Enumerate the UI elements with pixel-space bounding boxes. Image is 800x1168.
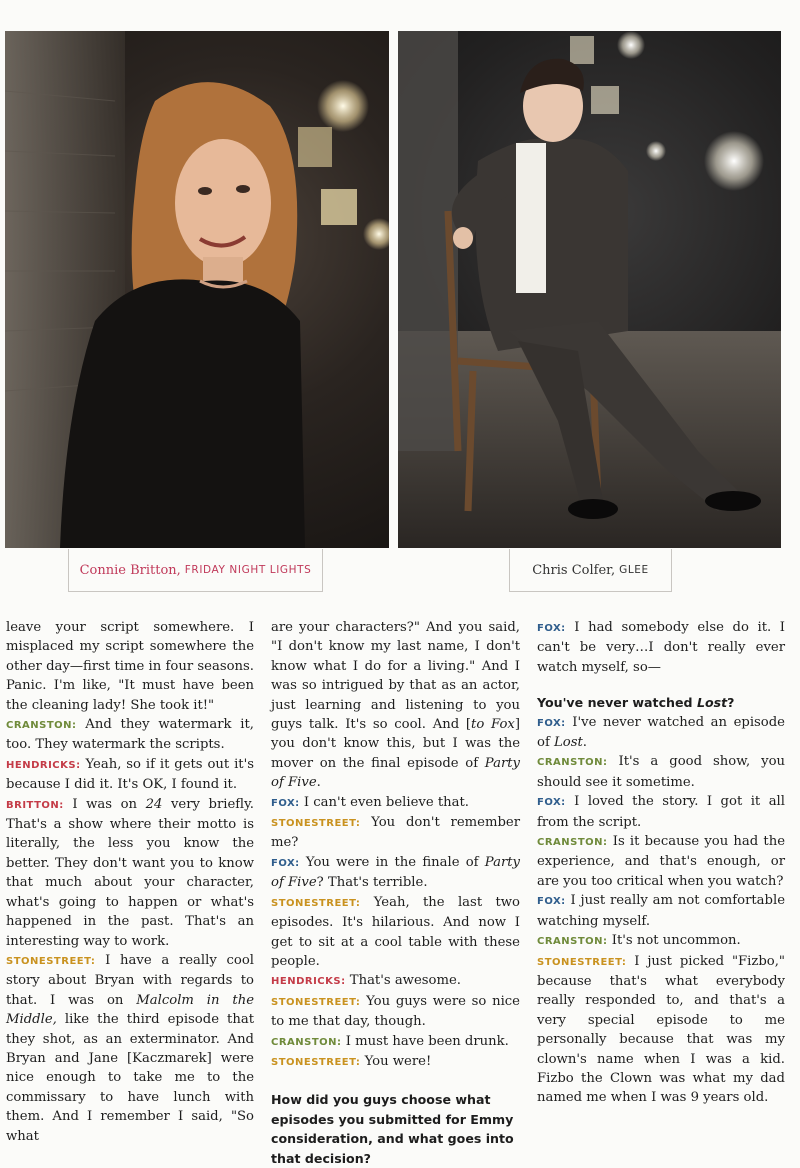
caption-chris-colfer — [509, 549, 672, 592]
paragraph — [271, 971, 520, 991]
interview-question — [537, 693, 785, 712]
caption-connie-britton — [68, 549, 323, 592]
interview-question: How did you guys choose what episodes you submitted for Emmy consideration, and what goes into that decision? — [271, 1092, 514, 1166]
photo-connie-britton — [5, 31, 389, 548]
body-text: I must have been drunk. — [341, 1033, 509, 1049]
body-text: Yeah, so if it gets out it's because I did it. It's OK, I found it. — [6, 756, 254, 793]
article-column-2 — [271, 618, 520, 1168]
paragraph — [271, 618, 520, 793]
body-text: Yeah, the last two episodes. It's hilarious. And now I get to sit at a cool table with these people. — [271, 894, 520, 969]
body-text: Is it because you had the experience, and that's enough, or are you too critical when you watch? — [537, 834, 785, 889]
paragraph — [6, 618, 254, 715]
speaker-hendricks: HENDRICKS: — [271, 976, 346, 988]
body-text: I have a really cool story about Bryan with regards to that. I was on — [6, 952, 254, 1008]
paragraph — [6, 715, 254, 755]
caption-show: GLEE — [619, 564, 649, 576]
show-title: 24 — [145, 796, 163, 812]
paragraph — [6, 795, 254, 951]
speaker-fox: FOX: — [537, 896, 566, 908]
body-text: leave your script somewhere. I misplaced my script somewhere the other day—first time in four seasons. Panic. I'm like, "It must have been the cleaning lady! She took it!" — [6, 620, 254, 713]
speaker-britton: BRITTON: — [6, 799, 64, 811]
body-text: I just picked "Fizbo," because that's what everybody really responded to, and that's a very special episode to me personally because that was my clown's name when I was a kid. Fizbo the Clown was what my dad named me when I was 9 years old. — [537, 953, 785, 1106]
body-text: . — [316, 775, 321, 791]
body-text: It's a good show, you should see it sometime. — [537, 754, 785, 790]
speaker-fox: FOX: — [537, 623, 566, 634]
paragraph — [271, 1032, 520, 1052]
show-title: Party of Five — [271, 854, 520, 891]
body-text: very briefly. That's a show where their motto is literally, the less you know the better. They don't want you to know that much about your character, what's going to happen or what's happened in the past. That's an interesting way to work. — [6, 796, 254, 949]
show-title: Lost — [696, 695, 728, 711]
paragraph — [537, 931, 785, 951]
photo-chris-colfer — [398, 31, 781, 548]
body-text: ] you don't know this, but I was the mover on the final episode of — [271, 717, 520, 771]
body-text: I had somebody else do it. I can't be very…I don't really ever watch myself, so— — [537, 620, 785, 675]
body-text: I can't even believe that. — [299, 794, 469, 810]
show-title: Malcolm in the Middle, — [6, 992, 254, 1028]
body-text: . — [582, 735, 587, 751]
paragraph — [537, 752, 785, 792]
caption-name: Chris Colfer, — [532, 562, 616, 578]
article-column-3 — [537, 618, 785, 1108]
paragraph — [537, 792, 785, 832]
question-text: ? — [727, 695, 735, 711]
speaker-fox: FOX: — [271, 857, 300, 869]
speaker-cranston: CRANSTON: — [537, 936, 608, 948]
paragraph — [271, 853, 520, 893]
paragraph — [271, 793, 520, 813]
paragraph — [271, 893, 520, 972]
speaker-cranston: CRANSTON: — [271, 1036, 342, 1048]
speaker-cranston: CRANSTON: — [537, 757, 608, 769]
speaker-cranston: CRANSTON: — [6, 720, 77, 732]
show-title: Lost — [554, 735, 583, 751]
speaker-fox: FOX: — [271, 797, 300, 809]
body-text: You were! — [360, 1053, 432, 1069]
speaker-fox: FOX: — [537, 797, 566, 809]
paragraph — [537, 618, 785, 677]
body-text: You were in the finale of — [299, 854, 485, 870]
paragraph — [6, 755, 254, 795]
body-text: like the third episode that they shot, as an exterminator. And Bryan and Jane [Kaczmarek] were nice enough to take me to the commissary to have lunch with them. And I remember I said, "So what — [6, 1012, 254, 1144]
body-text: That's awesome. — [345, 973, 461, 989]
portrait-woman-illustration — [5, 31, 389, 548]
speaker-fox: FOX: — [537, 717, 566, 729]
stage-direction: to Fox — [471, 717, 515, 733]
body-text: are your characters?" And you said, "I don't know my last name, I don't know what I do for a living." And I was so intrigued by that as an actor, just learning and listening to you guys talk. It's so cool. And [ — [271, 620, 520, 733]
body-text: I was on — [63, 796, 146, 812]
body-text: I loved the story. I got it all from the script. — [537, 794, 785, 830]
article-column-1 — [6, 618, 254, 1146]
paragraph — [537, 952, 785, 1108]
show-title: Party of Five — [271, 755, 520, 791]
speaker-stonestreet: STONESTREET: — [271, 1056, 361, 1068]
speaker-stonestreet: STONESTREET: — [271, 996, 361, 1008]
caption-name: Connie Britton, — [79, 562, 181, 578]
speaker-stonestreet: STONESTREET: — [271, 897, 361, 909]
speaker-stonestreet: STONESTREET: — [537, 956, 627, 968]
body-text: And they watermark it, too. They watermark the scripts. — [6, 717, 254, 753]
paragraph — [271, 992, 520, 1032]
speaker-cranston: CRANSTON: — [537, 837, 608, 849]
paragraph — [537, 832, 785, 891]
speaker-hendricks: HENDRICKS: — [6, 759, 81, 771]
body-text: I've never watched an episode of — [537, 714, 785, 751]
body-text: You don't remember me? — [271, 815, 520, 851]
body-text: ? That's terrible. — [316, 875, 428, 891]
speaker-stonestreet: STONESTREET: — [271, 818, 361, 830]
portrait-man-illustration — [398, 31, 781, 548]
paragraph — [537, 713, 785, 753]
paragraph — [271, 1052, 520, 1072]
body-text: You guys were so nice to me that day, though. — [271, 993, 520, 1030]
body-text: I just really am not comfortable watching myself. — [537, 893, 785, 929]
paragraph — [537, 891, 785, 931]
caption-show: FRIDAY NIGHT LIGHTS — [184, 564, 312, 576]
speaker-stonestreet: STONESTREET: — [6, 955, 96, 967]
paragraph — [6, 951, 254, 1146]
paragraph — [271, 813, 520, 853]
question-text: You've never watched — [537, 695, 697, 711]
body-text: It's not uncommon. — [607, 933, 741, 949]
